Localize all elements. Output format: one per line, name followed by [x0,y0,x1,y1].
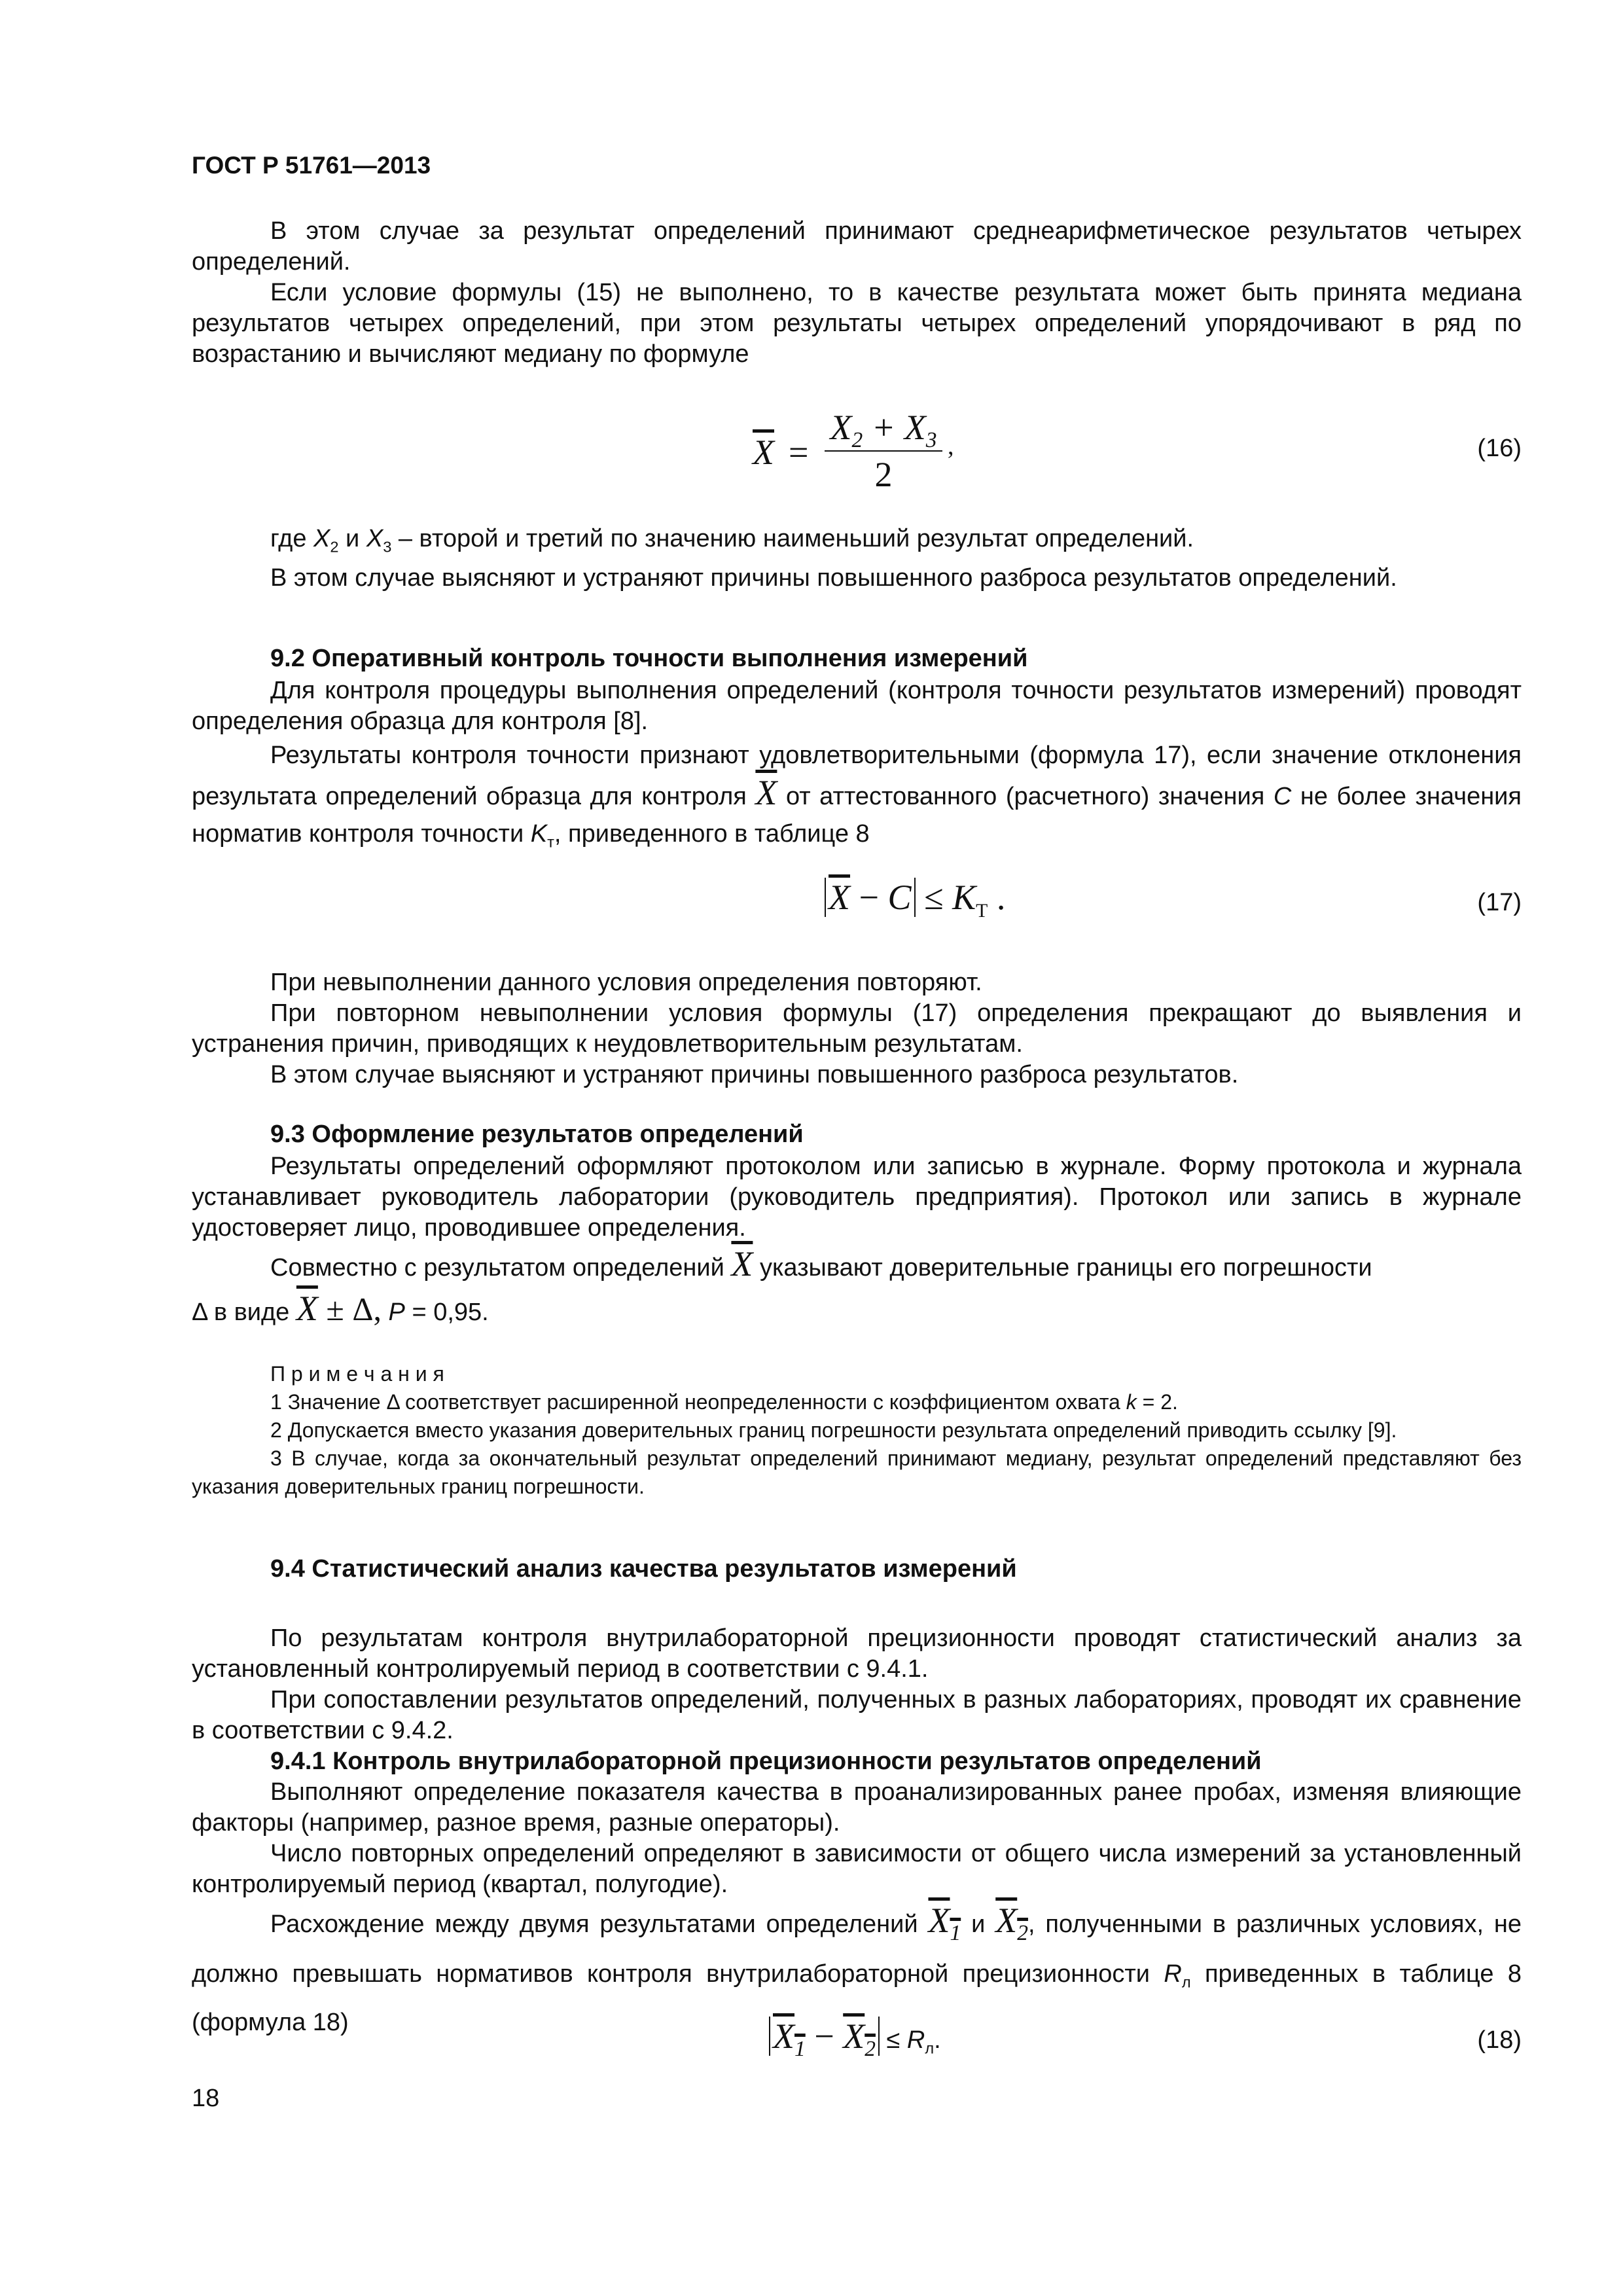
paragraph: Число повторных определений определяют в зависимости от общего числа измерений за установленный контролируемый период (квартал, полугодие). [192,1840,1522,1898]
formula-16-number: (16) [1477,435,1522,462]
paragraph: В этом случае выясняют и устраняют причины повышенного разброса результатов. [270,1061,1239,1088]
paragraph: По результатам контроля внутрилабораторной прецизионности проводят статистический анализ за установленный контролируемый период в соответствии с 9.4.1. [192,1624,1522,1683]
section-9-4-text [192,1623,1522,2043]
document-header: ГОСТ Р 51761—2013 [192,152,431,179]
paragraph: где $X_2$ и $X_3$ – второй и третий по значению наименьший результат определений. [270,525,1194,556]
paragraph: Выполняют определение показателя качества в проанализированных ранее пробах, изменяя влияющие факторы (например, разное время, разные операторы). [192,1778,1522,1837]
section-heading-9-4: 9.4 Статистический анализ качества результатов измерений [270,1555,1017,1583]
fraction-line [825,450,942,452]
paragraph: Δ в виде $\overline{X} \pm \Delta$, P = 0,95. [192,1289,489,1328]
page-number: 18 [192,2085,220,2112]
paragraph: При повторном невыполнении условия формулы (17) определения прекращают до выявления и устранения причин, приводящих к неудовлетворительным результатам. [192,999,1522,1058]
formula-18-number: (18) [1477,2026,1522,2054]
paragraph: Результаты контроля точности признают удовлетворительными (формула 17), если значение отклонения результата определений образца для контроля $\overline{X}$ от аттестованного (расчетного) значения C не более значения норматив контроля точности $K_т$, приведенного в таблице 8 [192,742,1522,851]
notes [192,1360,1522,1501]
note-1: 1 Значение Δ соответствует расширенной неопределенности с коэффициентом охвата k = 2. [270,1390,1178,1414]
formula-18: $X_1 - X_2 \le R_л$. [769,2016,941,2062]
paragraph: В этом случае выясняют и устраняют причины повышенного разброса результатов определений. [270,564,1397,592]
paragraph: Расхождение между двумя результатами определений $X_1$ и $X_2$, полученными в различных условиях, не должно превышать нормативов контроля внутрилабораторной прецизионности $R_л$ приведенных в таблице 8 (формула 18) [192,1901,1522,2037]
paragraphs-top [192,216,1522,370]
paragraphs-after-17 [192,967,1522,1090]
formula-17-number: (17) [1477,889,1522,916]
paragraph: При сопоставлении результатов определений, полученных в разных лабораториях, проводят их сравнение в соответствии с 9.4.2. [192,1686,1522,1744]
paragraph: Совместно с результатом определений $\overline{X}$ указывают доверительные границы его погрешности [270,1244,1372,1283]
note-3: 3 В случае, когда за окончательный результат определений принимают медиану, результат определений представляют без указания доверительных границ погрешности. [192,1446,1522,1498]
section-9-2-text [192,675,1522,861]
formula-16: $\overline{X}$ = $X_2 + X_3$ 2 , [753,408,954,494]
section-9-3-text [192,1151,1522,1333]
note-2: 2 Допускается вместо указания доверительных границ погрешности результата определений приводить ссылку [9]. [270,1418,1397,1442]
paragraphs-after-16 [192,524,1522,594]
paragraph: Для контроля процедуры выполнения определений (контроля точности результатов измерений) проводят определения образца для контроля [8]. [192,677,1522,735]
section-heading-9-4-1: 9.4.1 Контроль внутрилабораторной прецизионности результатов определений [270,1748,1262,1775]
section-heading-9-2: 9.2 Оперативный контроль точности выполнения измерений [270,645,1028,672]
paragraph: Результаты определений оформляют протоколом или записью в журнале. Форму протокола и журнала устанавливает руководитель лаборатории (руководитель предприятия). Протокол или запись в журнале удостоверяет лицо, проводившее определения. [192,1153,1522,1242]
formula-17: $\overline{X} - C \le K_Т$ . [825,877,1005,922]
paragraph: Если условие формулы (15) не выполнено, то в качестве результата может быть принята медиана результатов четырех определений, при этом результаты четырех определений упорядочивают в ряд по возрастанию и вычисляют медиану по формуле [192,279,1522,368]
notes-title: П р и м е ч а н и я [270,1362,444,1386]
paragraph: В этом случае за результат определений принимают среднеарифметическое результатов четырех определений. [192,217,1522,276]
paragraph: При невыполнении данного условия определения повторяют. [270,969,982,996]
section-heading-9-3: 9.3 Оформление результатов определений [270,1121,804,1148]
